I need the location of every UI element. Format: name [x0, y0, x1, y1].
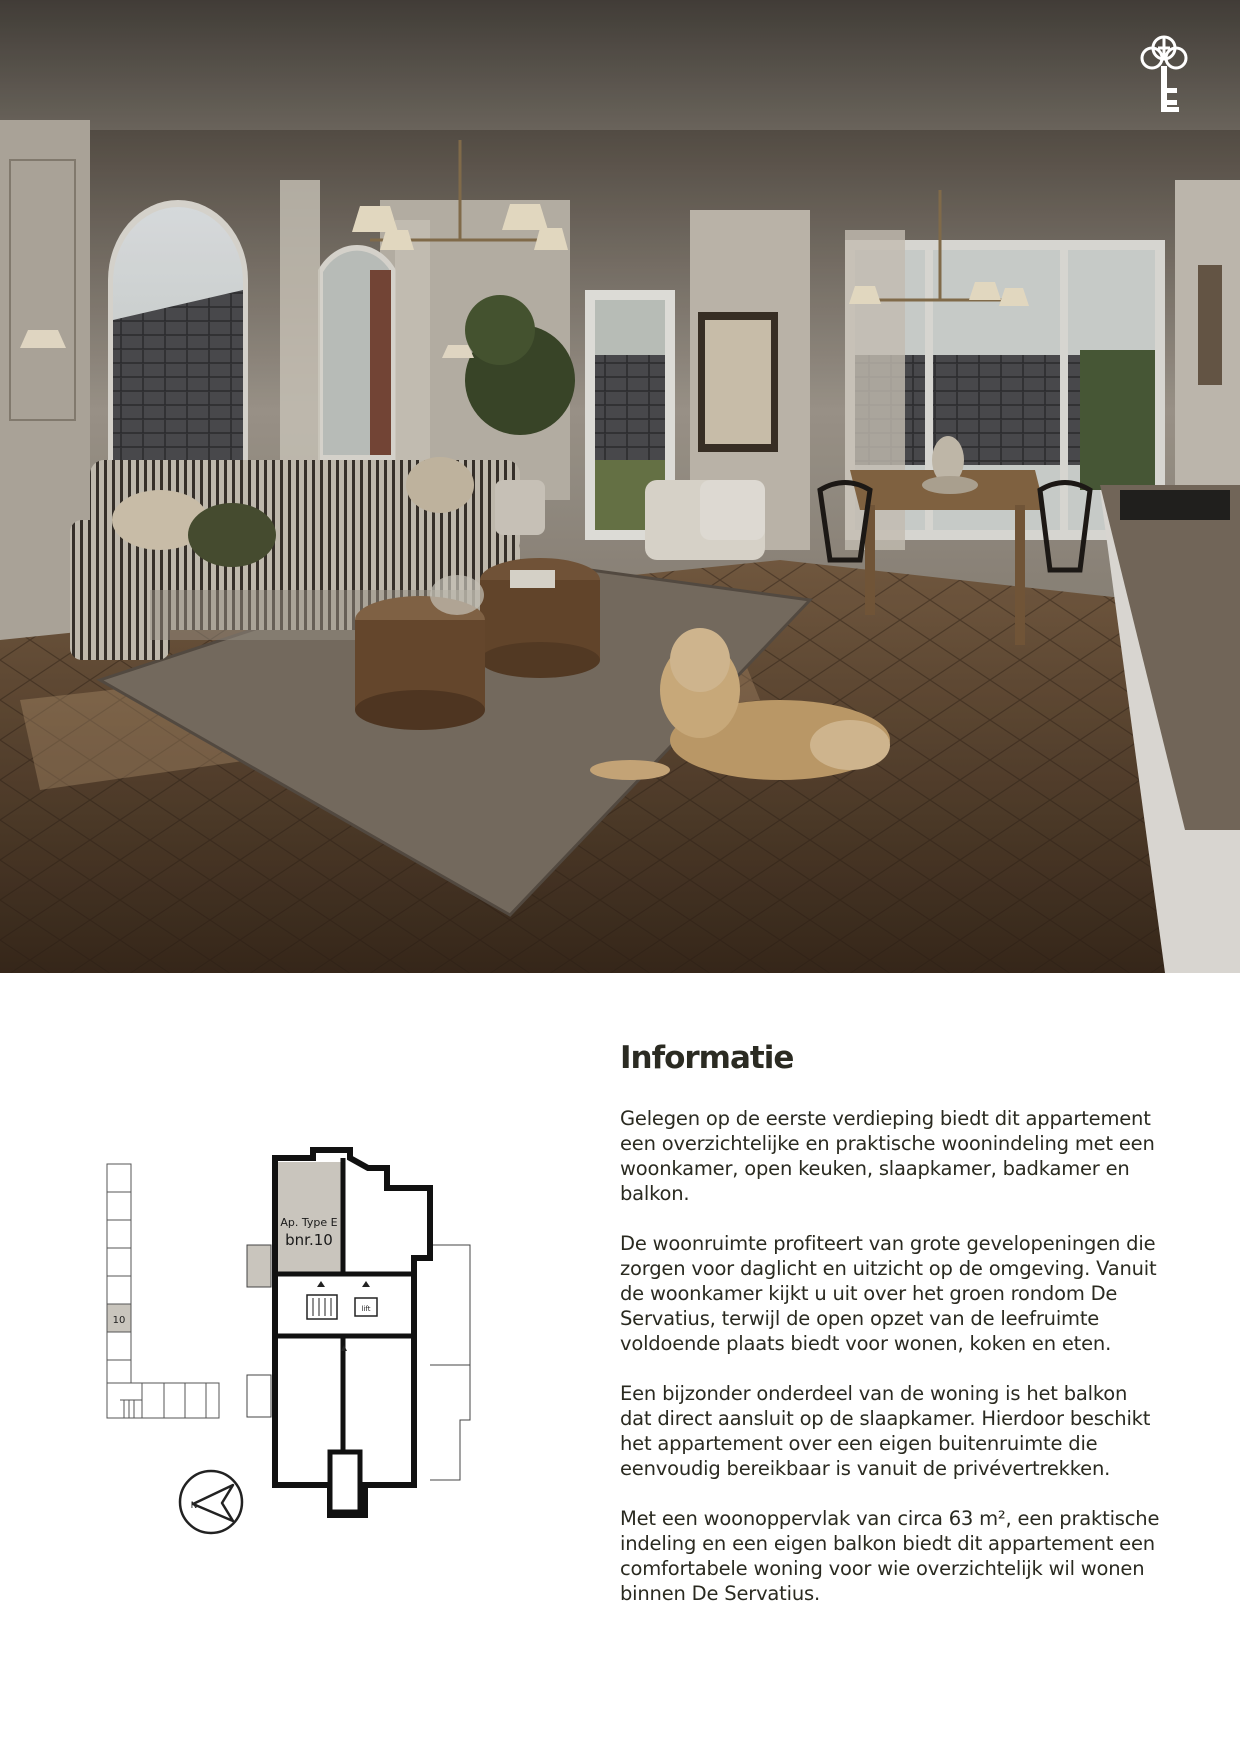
key-with-tree-icon — [1138, 30, 1190, 114]
site-overview — [107, 1164, 219, 1418]
info-paragraph-3: Een bijzonder onderdeel van de woning is het balkon dat direct aansluit op de slaapkamer. Hierdoor beschikt het appartement over een eigen buitenruimte die eenvoudig bereikbaar is vanuit de privévertrekken. — [620, 1382, 1151, 1480]
info-paragraph-4: Met een woonoppervlak van circa 63 m², een praktische indeling en een eigen balkon biedt dit appartement een comfortabele woning voor wie overzichtelijk wil wonen binnen De Servatius. — [620, 1507, 1160, 1605]
floor-plan-drawing — [100, 1140, 520, 1540]
info-title: Informatie — [620, 1040, 794, 1076]
lift-label: lift — [361, 1305, 371, 1313]
building-plan — [247, 1150, 470, 1515]
north-compass-icon — [180, 1471, 242, 1533]
info-paragraph-1: Gelegen op de eerste verdieping biedt dit appartement een overzichtelijke en praktische woonindeling met een woonkamer, open keuken, slaapkamer, badkamer en balkon. — [620, 1107, 1155, 1205]
floor-plan — [100, 1140, 520, 1540]
unit-type-label: Ap. Type E — [280, 1216, 338, 1229]
info-paragraph-2: De woonruimte profiteert van grote gevelopeningen die zorgen voor daglicht en uitzicht op de omgeving. Vanuit de woonkamer kijkt u uit over het groen rondom De Servatius, terwijl de open opzet van de leefruimte voldoende plaats biedt voor wonen, koken en eten. — [620, 1232, 1157, 1355]
compass-label: N — [190, 1501, 198, 1511]
info-section — [620, 1040, 1160, 1631]
unit-number-label: bnr.10 — [285, 1231, 333, 1249]
site-unit-label: 10 — [112, 1315, 126, 1326]
